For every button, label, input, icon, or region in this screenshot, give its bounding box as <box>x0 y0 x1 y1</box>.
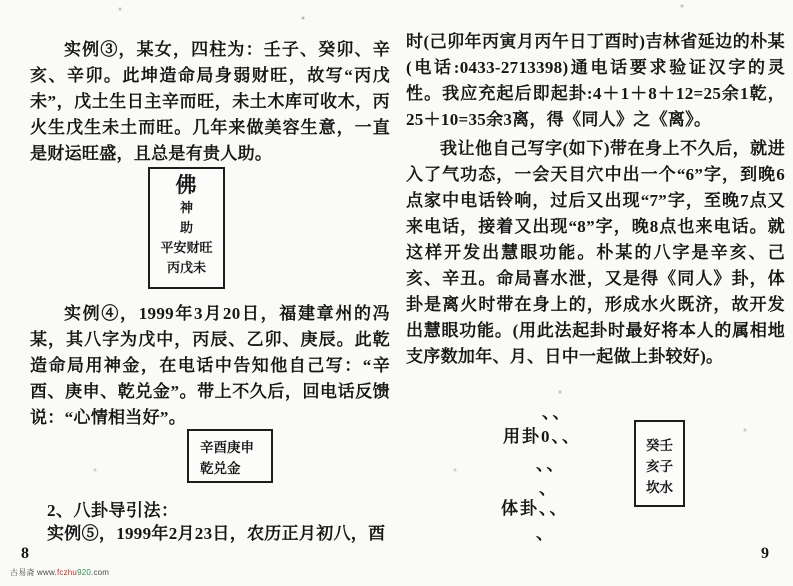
talisman-fo-line: 丙戊未 <box>166 260 206 275</box>
paragraph-handwriting-story: 我让他自己写字(如下)带在身上不久后，就进入了气功态，一会天目穴中出一个“6”字，到晚6点家中电话铃响，过后又出现“7”字，至晚7点又来电话，接着又出现“8”字，晚8点也来电话。就这样开发出慧眼功能。朴某的八字是辛亥、己亥、辛丑。命局喜水泄，又是得《同人》卦，体卦是离火时带在身上的，形成水火既济，故开发出慧眼功能。(用此法起卦时最好将本人的属相地支序数加年、月、日中一起做上卦较好)。 <box>406 139 785 366</box>
page-number-right: 9 <box>761 545 769 562</box>
hexagram-yong-gua-row: 用卦0、、 <box>503 427 581 446</box>
watermark-url-tld: .com <box>91 568 110 577</box>
hexagram-mark-row: 、 <box>539 479 558 498</box>
talisman-box-kan <box>634 420 685 507</box>
watermark-url-number: 920 <box>77 568 92 577</box>
talisman-qd-line: 乾兑金 <box>200 461 241 476</box>
talisman-fo-line: 助 <box>179 220 193 235</box>
watermark <box>10 567 109 578</box>
book-page-right <box>396 0 793 586</box>
hexagram-mark-row: 、、 <box>536 455 566 474</box>
talisman-fo-line: 神 <box>179 200 193 215</box>
talisman-box-fo <box>148 167 225 289</box>
watermark-url-domain: fczhu <box>56 568 78 577</box>
watermark-studio-name: 古易斋 <box>10 568 38 577</box>
watermark-url-www: www. <box>37 568 57 577</box>
talisman-qd-line: 辛酉庚申 <box>200 440 254 455</box>
paragraph-example-3: 实例③，某女，四柱为：壬子、癸卯、辛亥、辛卯。此坤造命局身弱财旺，故写“丙戊未”，戊土生日主辛而旺，未土木库可收木，丙火生戊生未土而旺。几年来做美容生意，一直是财运旺盛，且总是有贵人助。 <box>30 40 390 163</box>
hexagram-mark-row: 、、 <box>542 403 572 422</box>
paragraph-example-4: 实例④，1999年3月20日，福建章州的冯某，其八字为戊中，丙辰、乙卯、庚辰。此乾造命局用神金，在电话中告知他自己写：“辛酉、庚申、乾兑金”。带上不久后，回电话反馈说：“心情相当好”。 <box>30 304 390 427</box>
section-heading-bagua: 2、八卦导引法： <box>47 501 179 520</box>
talisman-fo-title: 佛 <box>175 173 198 197</box>
book-page-left <box>0 0 396 586</box>
page-number-left: 8 <box>21 545 29 562</box>
hexagram-ti-gua-row: 体卦、、 <box>501 499 569 518</box>
talisman-kan-line: 亥子 <box>646 459 673 474</box>
talisman-kan-line: 癸壬 <box>646 438 673 453</box>
paragraph-example-5: 实例⑤，1999年2月23日，农历正月初八，酉 <box>47 524 386 543</box>
paragraph-continuation: 时(己卯年丙寅月丙午日丁酉时)吉林省延边的朴某(电话:0433-2713398)通电话要求验证汉字的灵性。我应充起后即起卦:4＋1＋8＋12=25余1乾，25＋10=35余3离，得《同人》之《离》。 <box>406 32 785 129</box>
talisman-box-qian-dui <box>187 429 273 483</box>
hexagram-mark-row: 、 <box>536 524 555 543</box>
talisman-kan-line: 坎水 <box>646 480 673 495</box>
talisman-fo-line: 平安财旺 <box>160 240 213 255</box>
